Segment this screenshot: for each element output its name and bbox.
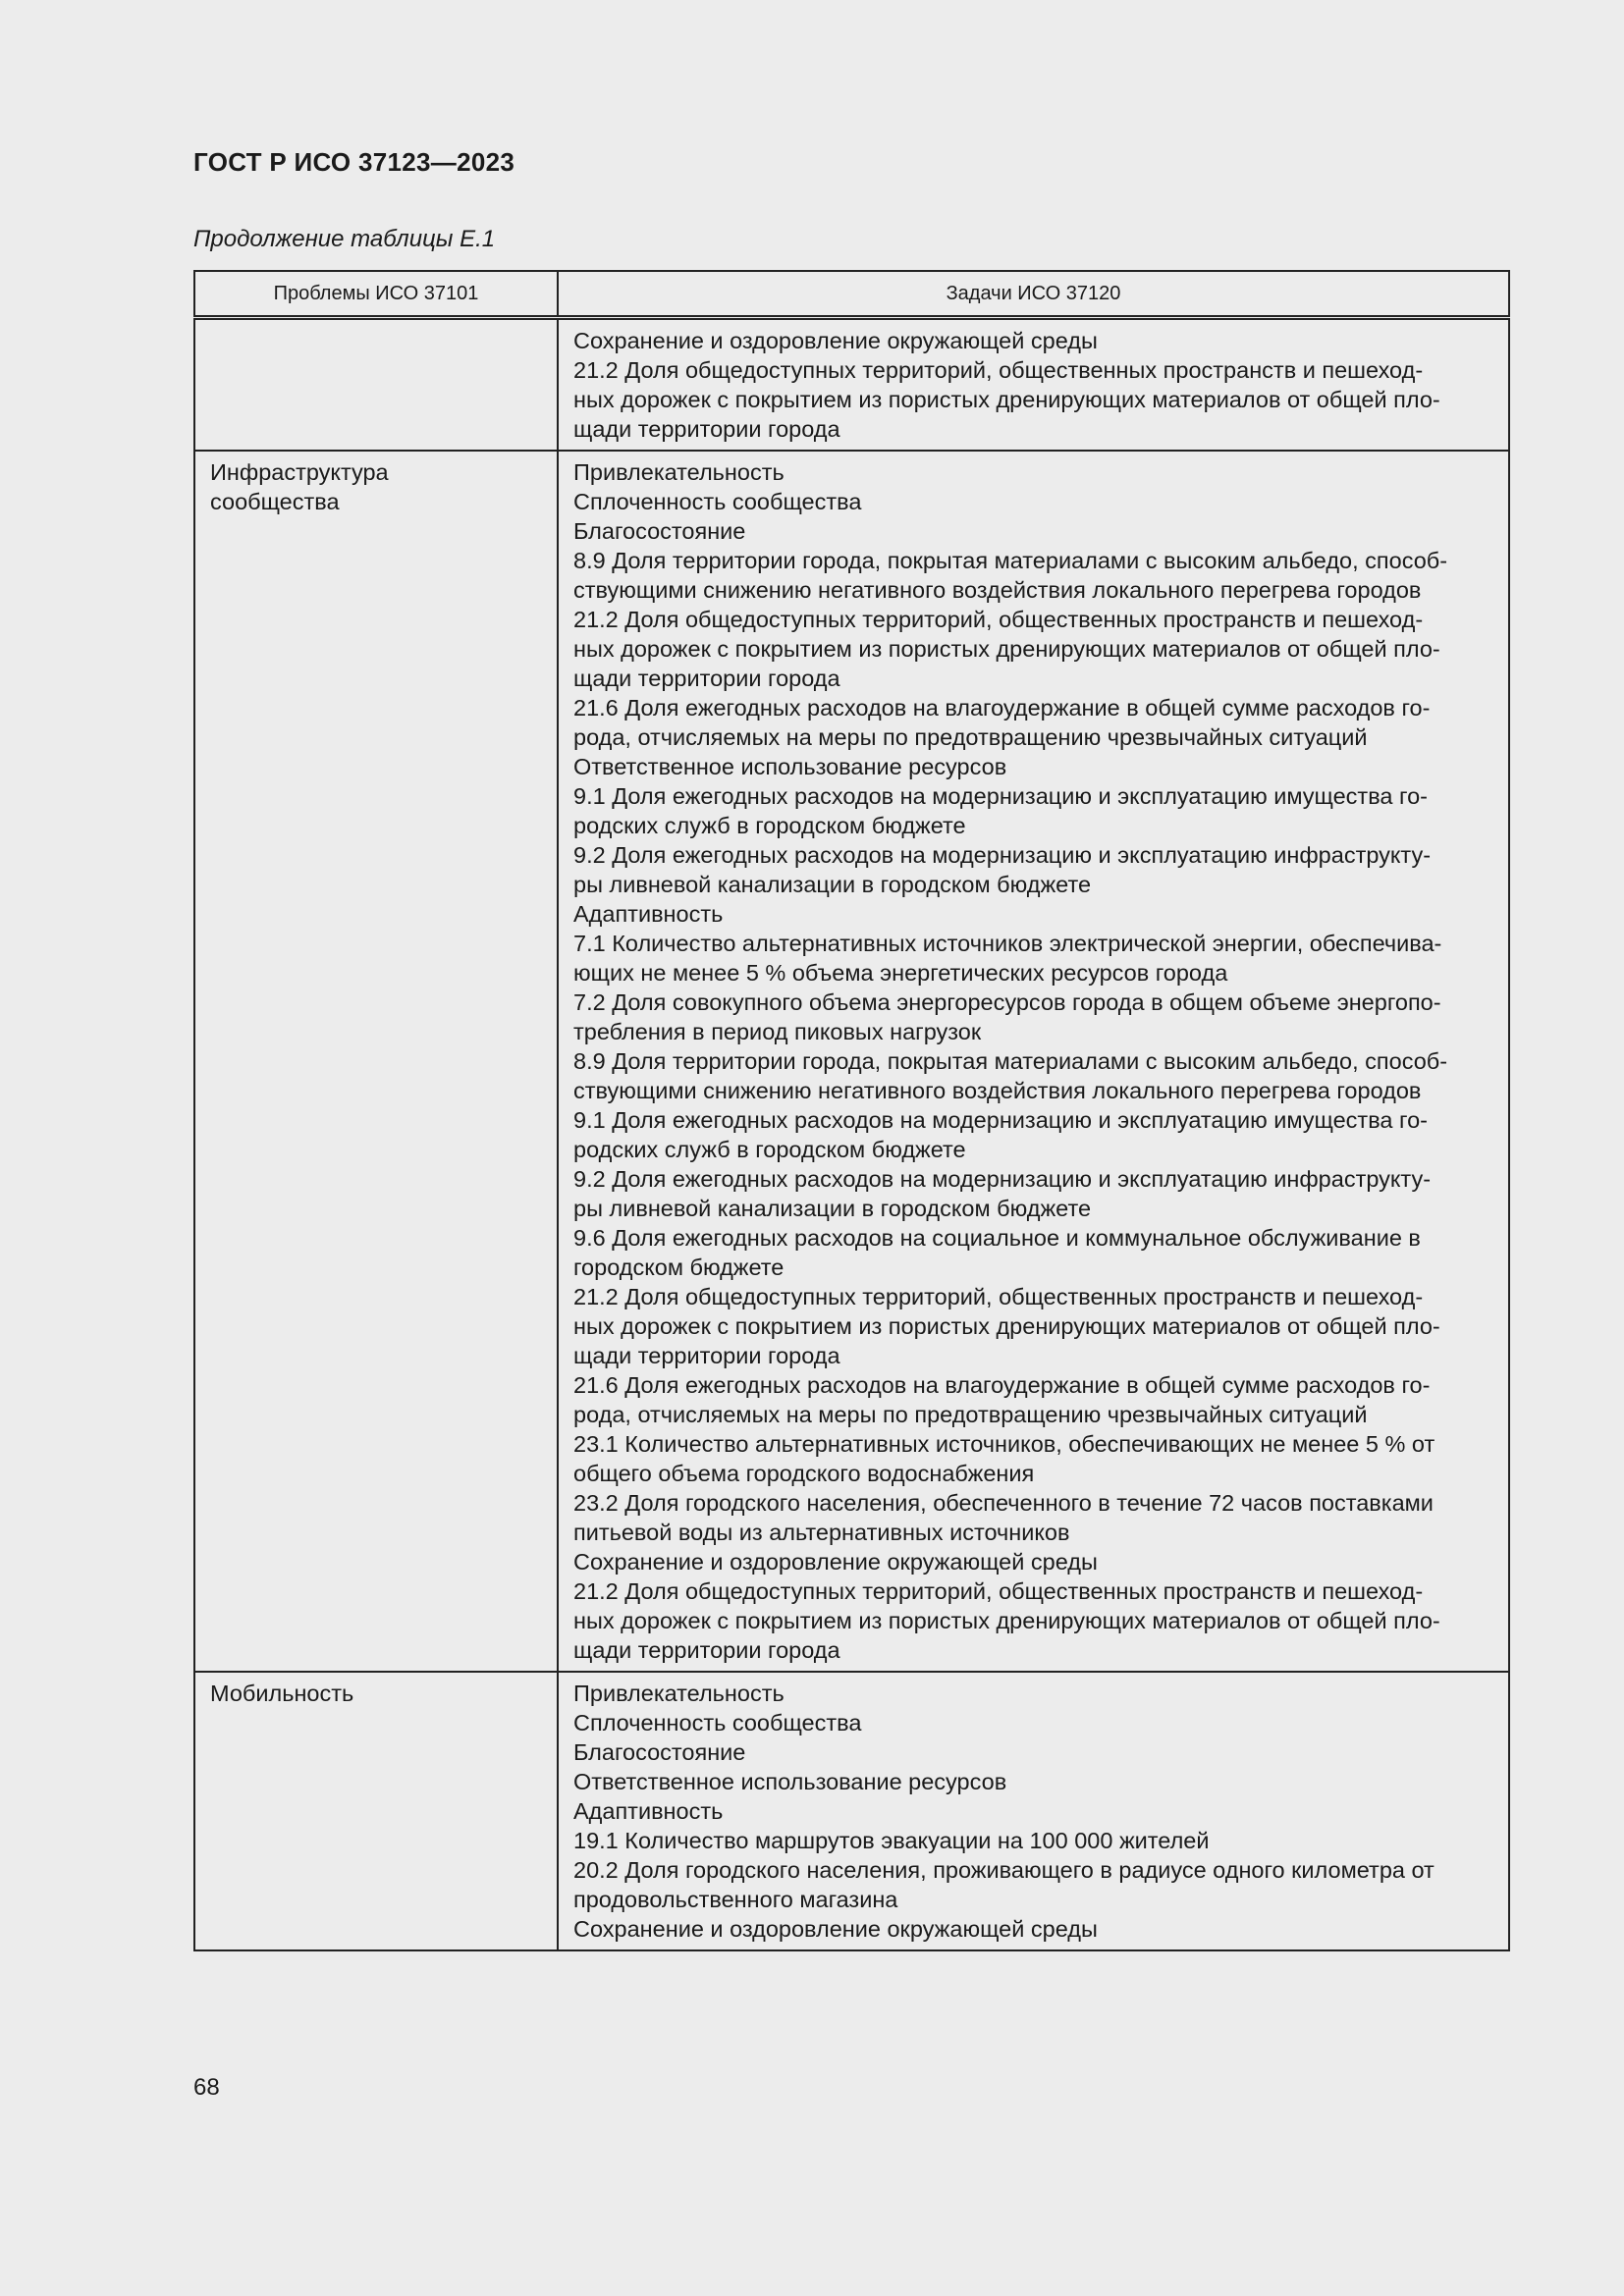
task-line: продовольственного магазина (573, 1887, 898, 1912)
task-line: Сплоченность сообщества (573, 1710, 862, 1735)
task-line: Ответственное использование ресурсов (573, 754, 1007, 779)
task-line: 20.2 Доля городского населения, проживающего в радиусе одного километра от (573, 1857, 1435, 1883)
task-line: родских служб в городском бюджете (573, 813, 966, 838)
task-line: рода, отчисляемых на меры по предотвращению чрезвычайных ситуаций (573, 1402, 1368, 1427)
problem-line: Инфраструктура (210, 459, 389, 485)
task-line: Привлекательность (573, 1681, 785, 1706)
task-line: родских служб в городском бюджете (573, 1137, 966, 1162)
table-caption: Продолжение таблицы Е.1 (193, 226, 496, 252)
task-line: Адаптивность (573, 1798, 724, 1824)
problem-cell (194, 451, 558, 1672)
continuation-table (193, 270, 1510, 1951)
task-line: 23.2 Доля городского населения, обеспеченного в течение 72 часов поставками (573, 1490, 1434, 1516)
task-line: Сохранение и оздоровление окружающей среды (573, 1916, 1098, 1942)
task-line: ры ливневой канализации в городском бюджете (573, 1196, 1092, 1221)
table-row (194, 1672, 1509, 1950)
task-line: Привлекательность (573, 459, 785, 485)
task-line: общего объема городского водоснабжения (573, 1461, 1035, 1486)
problem-cell (194, 318, 558, 452)
task-line: 21.2 Доля общедоступных территорий, общественных пространств и пешеход- (573, 1578, 1424, 1604)
tasks-cell (558, 1672, 1509, 1950)
task-line: Адаптивность (573, 901, 724, 927)
task-line: щади территории города (573, 1637, 840, 1663)
task-line: 21.2 Доля общедоступных территорий, общественных пространств и пешеход- (573, 357, 1424, 383)
task-line: щади территории города (573, 666, 840, 691)
table-header-row (194, 271, 1509, 318)
task-line: питьевой воды из альтернативных источников (573, 1520, 1070, 1545)
task-line: Сплоченность сообщества (573, 489, 862, 514)
task-line: щади территории города (573, 1343, 840, 1368)
task-line: 9.2 Доля ежегодных расходов на модернизацию и эксплуатацию инфраструкту- (573, 1166, 1432, 1192)
tasks-cell (558, 451, 1509, 1672)
task-line: 21.6 Доля ежегодных расходов на влагоудержание в общей сумме расходов го- (573, 1372, 1431, 1398)
document-code: ГОСТ Р ИСО 37123—2023 (193, 147, 515, 177)
task-line: 21.6 Доля ежегодных расходов на влагоудержание в общей сумме расходов го- (573, 695, 1431, 721)
task-line: ры ливневой канализации в городском бюджете (573, 872, 1092, 897)
task-line: ствующими снижению негативного воздействия локального перегрева городов (573, 577, 1422, 603)
task-line: Сохранение и оздоровление окружающей среды (573, 1549, 1098, 1575)
task-line: ющих не менее 5 % объема энергетических ресурсов города (573, 960, 1228, 986)
table-row (194, 318, 1509, 452)
task-line: 7.1 Количество альтернативных источников электрической энергии, обеспечива- (573, 931, 1442, 956)
task-line: 9.2 Доля ежегодных расходов на модернизацию и эксплуатацию инфраструкту- (573, 842, 1432, 868)
tasks-cell (558, 318, 1509, 452)
page-number: 68 (193, 2074, 220, 2101)
task-line: 23.1 Количество альтернативных источников, обеспечивающих не менее 5 % от (573, 1431, 1435, 1457)
column-header-problems: Проблемы ИСО 37101 (194, 271, 558, 318)
task-line: ных дорожек с покрытием из пористых дренирующих материалов от общей пло- (573, 387, 1440, 412)
column-header-tasks: Задачи ИСО 37120 (558, 271, 1509, 318)
problem-line: сообщества (210, 489, 340, 514)
table-row (194, 451, 1509, 1672)
task-line: 19.1 Количество маршрутов эвакуации на 100 000 жителей (573, 1828, 1210, 1853)
task-line: 21.2 Доля общедоступных территорий, общественных пространств и пешеход- (573, 607, 1424, 632)
task-line: городском бюджете (573, 1255, 785, 1280)
task-line: Благосостояние (573, 518, 746, 544)
task-line: 7.2 Доля совокупного объема энергоресурсов города в общем объеме энергопо- (573, 989, 1441, 1015)
task-line: 8.9 Доля территории города, покрытая материалами с высоким альбедо, способ- (573, 548, 1448, 573)
task-line: 21.2 Доля общедоступных территорий, общественных пространств и пешеход- (573, 1284, 1424, 1309)
task-line: 9.1 Доля ежегодных расходов на модернизацию и эксплуатацию имущества го- (573, 783, 1428, 809)
task-line: 8.9 Доля территории города, покрытая материалами с высоким альбедо, способ- (573, 1048, 1448, 1074)
task-line: Ответственное использование ресурсов (573, 1769, 1007, 1794)
problem-line: Мобильность (210, 1681, 354, 1706)
task-line: ных дорожек с покрытием из пористых дренирующих материалов от общей пло- (573, 1608, 1440, 1633)
task-line: 9.6 Доля ежегодных расходов на социальное и коммунальное обслуживание в (573, 1225, 1421, 1251)
task-line: ствующими снижению негативного воздействия локального перегрева городов (573, 1078, 1422, 1103)
task-line: ных дорожек с покрытием из пористых дренирующих материалов от общей пло- (573, 636, 1440, 662)
task-line: Сохранение и оздоровление окружающей среды (573, 328, 1098, 353)
task-line: ных дорожек с покрытием из пористых дренирующих материалов от общей пло- (573, 1313, 1440, 1339)
task-line: требления в период пиковых нагрузок (573, 1019, 982, 1044)
task-line: щади территории города (573, 416, 840, 442)
problem-cell (194, 1672, 558, 1950)
task-line: Благосостояние (573, 1739, 746, 1765)
table-body (194, 318, 1509, 1951)
task-line: 9.1 Доля ежегодных расходов на модернизацию и эксплуатацию имущества го- (573, 1107, 1428, 1133)
task-line: рода, отчисляемых на меры по предотвращению чрезвычайных ситуаций (573, 724, 1368, 750)
